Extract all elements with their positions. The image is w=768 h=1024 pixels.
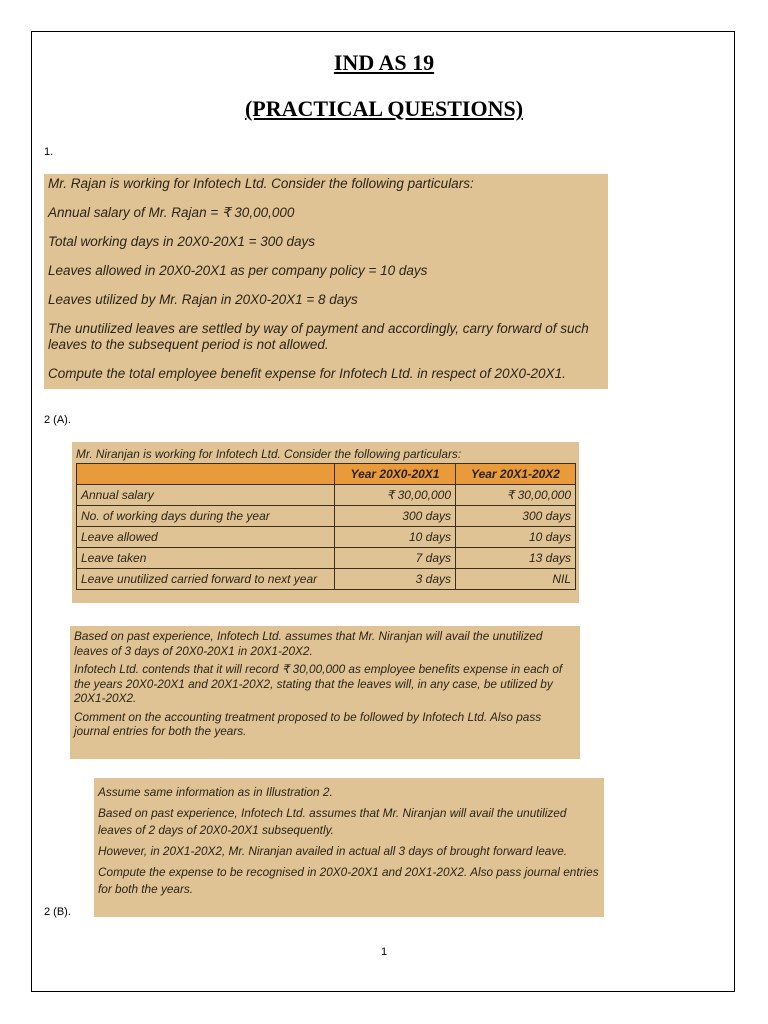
table-row xyxy=(77,548,576,569)
q1-line: Leaves utilized by Mr. Rajan in 20X0-20X1 = 8 days xyxy=(48,292,358,307)
table-cell: 10 days xyxy=(456,527,576,548)
question-2b-box xyxy=(94,778,604,917)
question-1-box xyxy=(44,174,608,389)
question-2b-number: 2 (B). xyxy=(44,906,71,918)
table-cell: 300 days xyxy=(456,506,576,527)
table-header-cell xyxy=(77,464,335,485)
page-number: 1 xyxy=(380,946,388,958)
particulars-table xyxy=(76,463,576,590)
q2a-paragraph: Infotech Ltd. contends that it will record ₹ 30,00,000 as employee benefits expense in each of the years 20X0-20X1 and 20X1-20X2, stating that the leaves will, in any case, be utilized by 20X1-20X2. xyxy=(74,662,563,705)
table-cell: 10 days xyxy=(335,527,456,548)
q2a-paragraph: Comment on the accounting treatment proposed to be followed by Infotech Ltd. Also pass journal entries for both the years. xyxy=(74,709,542,738)
q1-line: Leaves allowed in 20X0-20X1 as per company policy = 10 days xyxy=(48,263,428,278)
table-cell: ₹ 30,00,000 xyxy=(456,485,576,506)
q1-line: Annual salary of Mr. Rajan = ₹ 30,00,000 xyxy=(48,205,295,220)
table-cell: ₹ 30,00,000 xyxy=(335,485,456,506)
table-header-row xyxy=(77,464,576,485)
table-cell: Leave unutilized carried forward to next year xyxy=(77,569,335,590)
q2b-paragraph: Assume same information as in Illustration 2. xyxy=(98,785,333,799)
q2b-paragraph: However, in 20X1-20X2, Mr. Niranjan availed in actual all 3 days of brought forward leave. xyxy=(98,844,568,858)
table-cell: NIL xyxy=(456,569,576,590)
table-row xyxy=(77,485,576,506)
table-cell: Leave taken xyxy=(77,548,335,569)
q1-line: Total working days in 20X0-20X1 = 300 days xyxy=(48,234,316,249)
table-cell: 300 days xyxy=(335,506,456,527)
table-cell: No. of working days during the year xyxy=(77,506,335,527)
table-cell: 3 days xyxy=(335,569,456,590)
table-cell: 7 days xyxy=(335,548,456,569)
q1-line: Mr. Rajan is working for Infotech Ltd. Consider the following particulars: xyxy=(48,176,474,191)
table-row xyxy=(77,527,576,548)
question-1-number: 1. xyxy=(44,146,54,158)
q2a-caption: Mr. Niranjan is working for Infotech Ltd. Consider the following particulars: xyxy=(76,447,462,461)
table-header-cell: Year 20X1-20X2 xyxy=(456,464,576,485)
table-row xyxy=(77,569,576,590)
table-cell: Leave allowed xyxy=(77,527,335,548)
q1-line: Compute the total employee benefit expense for Infotech Ltd. in respect of 20X0-20X1. xyxy=(48,366,566,381)
document-subtitle: (PRACTICAL QUESTIONS) xyxy=(244,96,524,121)
table-cell: 13 days xyxy=(456,548,576,569)
q1-line: The unutilized leaves are settled by way of payment and accordingly, carry forward of such leaves to the subsequent period is not allowed. xyxy=(48,321,589,352)
q2b-paragraph: Based on past experience, Infotech Ltd. assumes that Mr. Niranjan will avail the unutilized leaves of 2 days of 20X0-20X1 subsequently. xyxy=(98,806,567,837)
question-2a-table-box xyxy=(72,442,579,603)
question-2a-text-box xyxy=(70,626,580,759)
table-cell: Annual salary xyxy=(77,485,335,506)
table-header-cell: Year 20X0-20X1 xyxy=(335,464,456,485)
question-2a-number: 2 (A). xyxy=(44,414,71,426)
q2a-paragraph: Based on past experience, Infotech Ltd. assumes that Mr. Niranjan will avail the unutilized leaves of 3 days of 20X0-20X1 in 20X1-20X2. xyxy=(74,629,543,658)
q2b-paragraph: Compute the expense to be recognised in 20X0-20X1 and 20X1-20X2. Also pass journal entries for both the years. xyxy=(98,865,599,896)
document-title: IND AS 19 xyxy=(333,50,435,75)
table-row xyxy=(77,506,576,527)
